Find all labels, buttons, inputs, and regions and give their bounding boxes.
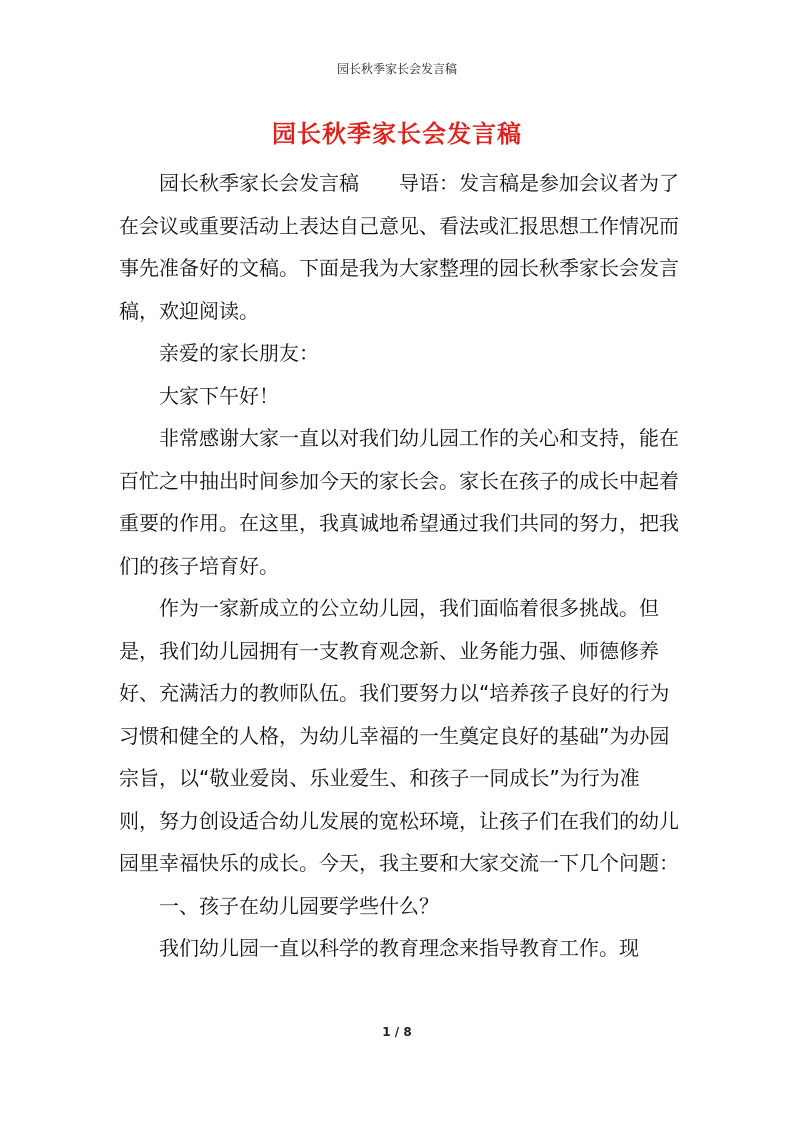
paragraph-intro: 园长秋季家长会发言稿 导语：发言稿是参加会议者为了在会议或重要活动上表达自己意见、看法或汇报思想工作情况而事先准备好的文稿。下面是我为大家整理的园长秋季家长会发言稿，欢迎阅读。 [119, 171, 679, 323]
paragraph-salutation: 亲爱的家长朋友： [159, 341, 319, 365]
paragraph-section-body: 我们幼儿园一直以科学的教育理念来指导教育工作。现 [159, 936, 639, 960]
running-header: 园长秋季家长会发言稿 [336, 62, 457, 76]
page-number: 1 / 8 [382, 1025, 412, 1039]
paragraph-mission: 作为一家新成立的公立幼儿园，我们面临着很多挑战。但是，我们幼儿园拥有一支教育观念新、业务能力强、师德修养好、充满活力的教师队伍。我们要努力以“培养孩子良好的行为习惯和健全的人格，为幼儿幸福的一生奠定良好的基础”为办园宗旨，以“敬业爱岗、乐业爱生、和孩子一同成长”为行为准则，努力创设适合幼儿发展的宽松环境，让孩子们在我们的幼儿园里幸福快乐的成长。今天，我主要和大家交流一下几个问题： [119, 596, 679, 875]
paragraph-thanks: 非常感谢大家一直以对我们幼儿园工作的关心和支持，能在百忙之中抽出时间参加今天的家长会。家长在孩子的成长中起着重要的作用。在这里，我真诚地希望通过我们共同的努力，把我们的孩子培育好。 [119, 426, 679, 578]
document-body [119, 162, 679, 970]
paragraph-section-heading: 一、孩子在幼儿园要学些什么？ [159, 893, 439, 918]
paragraph-greeting: 大家下午好！ [159, 383, 279, 408]
document-title: 园长秋季家长会发言稿 [272, 120, 522, 148]
